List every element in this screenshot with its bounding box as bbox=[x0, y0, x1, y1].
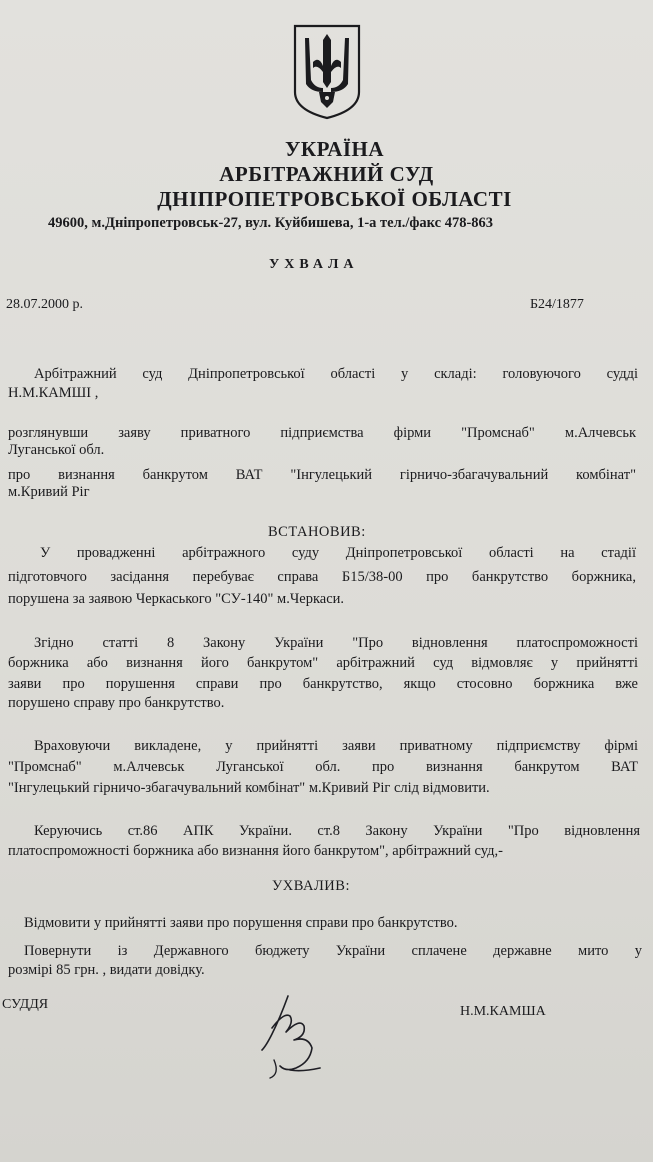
para3-line-3: "Інгулецький гірничо-збагачувальний комбінат" м.Кривий Ріг слід відмовити. bbox=[8, 780, 490, 796]
document-type: УХВАЛА bbox=[269, 257, 359, 272]
para4-line-2: платоспроможності боржника або визнання його банкрутом", арбітражний суд,- bbox=[8, 843, 503, 859]
header-country: УКРАЇНА bbox=[284, 137, 385, 161]
trident-emblem-icon bbox=[291, 22, 363, 120]
intro-line-1: Арбітражний суд Дніпропетровської області у складі: головуючого судді bbox=[34, 366, 638, 382]
para3-line-1: Враховуючи викладене, у прийнятті заяви приватному підприємству фірмі bbox=[34, 738, 638, 754]
para2-line-2: боржника або визнання його банкрутом" арбітражний суд відмовляє у прийнятті bbox=[8, 655, 638, 671]
signature-role: СУДДЯ bbox=[2, 997, 49, 1012]
para2-line-3: заяви про порушення справи про банкрутство, якщо стосовно боржника вже bbox=[8, 676, 638, 692]
para1-line-2: підготовчого засідання перебуває справа Б15/38-00 про банкрутство боржника, bbox=[8, 569, 636, 585]
considered-line-4: м.Кривий Ріг bbox=[8, 484, 90, 500]
resolution-line-3: розмірі 85 грн. , видати довідку. bbox=[8, 962, 205, 978]
resolution-line-2: Повернути із Державного бюджету України сплачене державне мито у bbox=[24, 943, 642, 959]
resolution-line-1: Відмовити у прийнятті заяви про порушення справи про банкрутство. bbox=[24, 915, 458, 931]
para2-line-4: порушено справу про банкрутство. bbox=[8, 695, 225, 711]
para1-line-1: У провадженні арбітражного суду Дніпропетровської області на стадії bbox=[40, 545, 636, 561]
established-heading: ВСТАНОВИВ: bbox=[268, 524, 366, 540]
considered-line-2: Луганської обл. bbox=[8, 442, 105, 458]
header-address: 49600, м.Дніпропетровськ-27, вул. Куйбишева, 1-а тел./факс 478-863 bbox=[48, 215, 494, 231]
header-region: ДНІПРОПЕТРОВСЬКОЇ ОБЛАСТІ bbox=[157, 187, 512, 211]
resolved-heading: УХВАЛИВ: bbox=[272, 878, 350, 894]
para3-line-2: "Промснаб" м.Алчевськ Луганської обл. про визнання банкрутом ВАТ bbox=[8, 759, 638, 775]
considered-line-1: розглянувши заяву приватного підприємства фірми "Промснаб" м.Алчевськ bbox=[8, 425, 636, 441]
para1-line-3: порушена за заявою Черкаського "СУ-140" м.Черкаси. bbox=[8, 591, 345, 607]
case-number: Б24/1877 bbox=[530, 297, 584, 312]
document-date: 28.07.2000 р. bbox=[6, 297, 83, 312]
handwritten-signature bbox=[250, 988, 340, 1080]
header-court: АРБІТРАЖНИЙ СУД bbox=[219, 162, 434, 186]
para4-line-1: Керуючись ст.86 АПК України. ст.8 Закону України "Про відновлення bbox=[34, 823, 640, 839]
considered-line-3: про визнання банкрутом ВАТ "Інгулецький гірничо-збагачувальний комбінат" bbox=[8, 467, 636, 483]
para2-line-1: Згідно статті 8 Закону України "Про відновлення платоспроможності bbox=[34, 635, 638, 651]
intro-line-2: Н.М.КАМШІ , bbox=[8, 385, 99, 401]
signature-name: Н.М.КАМША bbox=[460, 1004, 546, 1019]
